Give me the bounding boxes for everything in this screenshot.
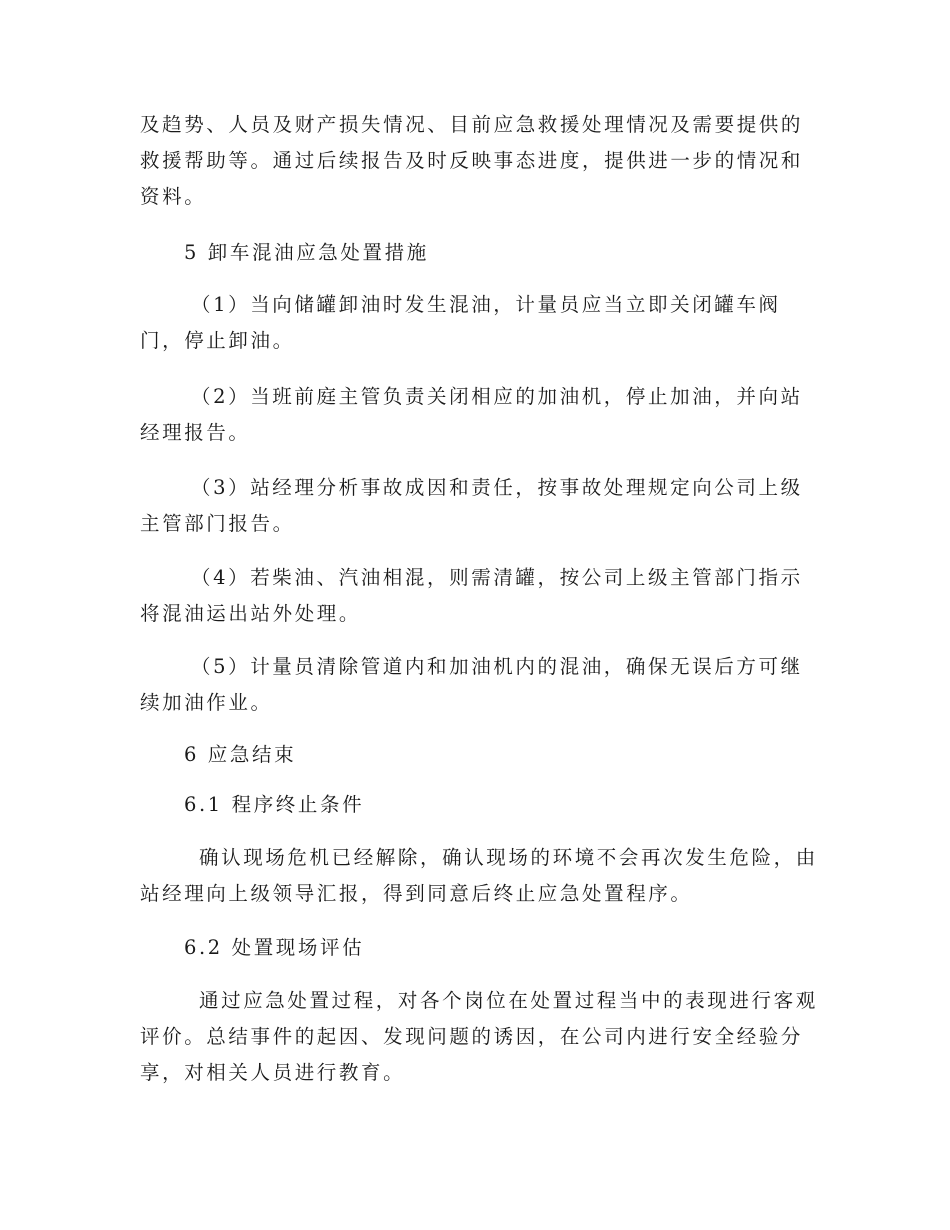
paragraph-termination [140, 840, 818, 912]
section-heading-6-1 [184, 787, 854, 823]
paragraph-step-4 [140, 560, 810, 632]
heading-text: 5 卸车混油应急处置措施 [184, 241, 429, 264]
text-line: 通过应急处置过程，对各个岗位在处置过程当中的表现进行客观 [199, 989, 818, 1012]
section-heading-5 [184, 235, 854, 271]
heading-text: 6 应急结束 [184, 743, 297, 766]
heading-text: 6.1 程序终止条件 [184, 793, 365, 816]
text-line: 主管部门报告。 [140, 512, 295, 535]
text-line: 救援帮助等。通过后续报告及时反映事态进度，提供进一步的情况和 [140, 149, 804, 172]
text-line: （5）计量员清除管道内和加油机内的混油，确保无误后方可继 [191, 655, 803, 678]
paragraph-report-content [140, 107, 810, 215]
paragraph-evaluation [140, 983, 818, 1091]
text-line: 评价。总结事件的起因、发现问题的诱因，在公司内进行安全经验分 [140, 1025, 804, 1048]
text-line: （3）站经理分析事故成因和责任，按事故处理规定向公司上级 [191, 476, 803, 499]
text-line: 将混油运出站外处理。 [140, 602, 362, 625]
text-line: 享，对相关人员进行教育。 [140, 1061, 406, 1084]
text-line: 经理报告。 [140, 421, 251, 444]
text-line: 及趋势、人员及财产损失情况、目前应急救援处理情况及需要提供的 [140, 113, 804, 136]
text-line: （4）若柴油、汽油相混，则需清罐，按公司上级主管部门指示 [191, 566, 803, 589]
paragraph-step-1 [140, 287, 810, 359]
section-heading-6 [184, 737, 854, 773]
paragraph-step-2 [140, 379, 810, 451]
text-line: （2）当班前庭主管负责关闭相应的加油机，停止加油，并向站 [191, 385, 803, 408]
text-line: 门，停止卸油。 [140, 329, 295, 352]
heading-text: 6.2 处置现场评估 [184, 936, 365, 959]
paragraph-step-5 [140, 649, 810, 721]
section-heading-6-2 [184, 930, 854, 966]
text-line: 资料。 [140, 185, 207, 208]
paragraph-step-3 [140, 470, 810, 542]
text-line: （1）当向储罐卸油时发生混油，计量员应当立即关闭罐车阀 [191, 293, 781, 316]
text-line: 续加油作业。 [140, 691, 273, 714]
text-line: 确认现场危机已经解除，确认现场的环境不会再次发生危险，由 [199, 846, 818, 869]
text-line: 站经理向上级领导汇报，得到同意后终止应急处置程序。 [140, 882, 693, 905]
